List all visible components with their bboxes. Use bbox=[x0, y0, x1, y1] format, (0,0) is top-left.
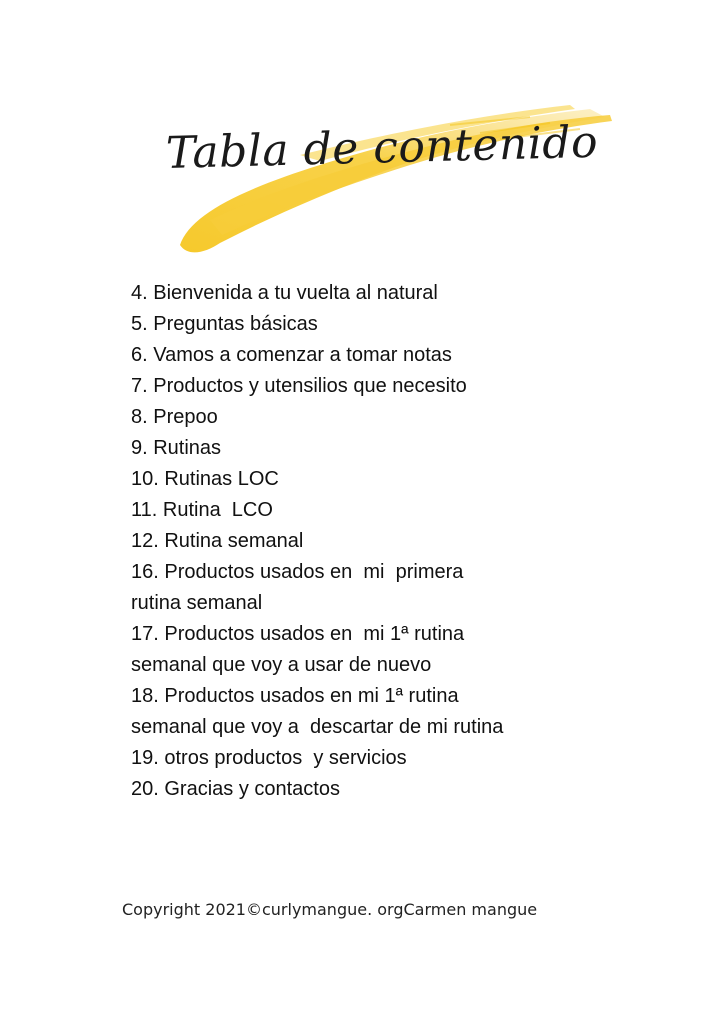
list-item: 17. Productos usados en mi 1ª rutina semanal que voy a usar de nuevo bbox=[131, 623, 465, 676]
list-item: 4. Bienvenida a tu vuelta al natural bbox=[131, 282, 438, 304]
table-of-contents bbox=[131, 278, 601, 805]
list-item: 19. otros productos y servicios bbox=[131, 747, 407, 769]
list-item: 6. Vamos a comenzar a tomar notas bbox=[131, 344, 452, 366]
list-item: 5. Preguntas básicas bbox=[131, 313, 318, 335]
copyright-footer: Copyright 2021©curlymangue. orgCarmen mangue bbox=[122, 900, 538, 919]
list-item: 20. Gracias y contactos bbox=[131, 778, 340, 800]
list-item: 18. Productos usados en mi 1ª rutina semanal que voy a descartar de mi rutina bbox=[131, 685, 504, 738]
page-title: Tabla de contenido bbox=[165, 116, 599, 179]
list-item: 7. Productos y utensilios que necesito bbox=[131, 375, 467, 397]
list-item: 12. Rutina semanal bbox=[131, 530, 304, 552]
list-item: 10. Rutinas LOC bbox=[131, 468, 279, 490]
list-item: 8. Prepoo bbox=[131, 406, 218, 428]
list-item: 11. Rutina LCO bbox=[131, 499, 273, 521]
list-item: 9. Rutinas bbox=[131, 437, 222, 459]
list-item: 16. Productos usados en mi primera rutina semanal bbox=[131, 561, 464, 614]
